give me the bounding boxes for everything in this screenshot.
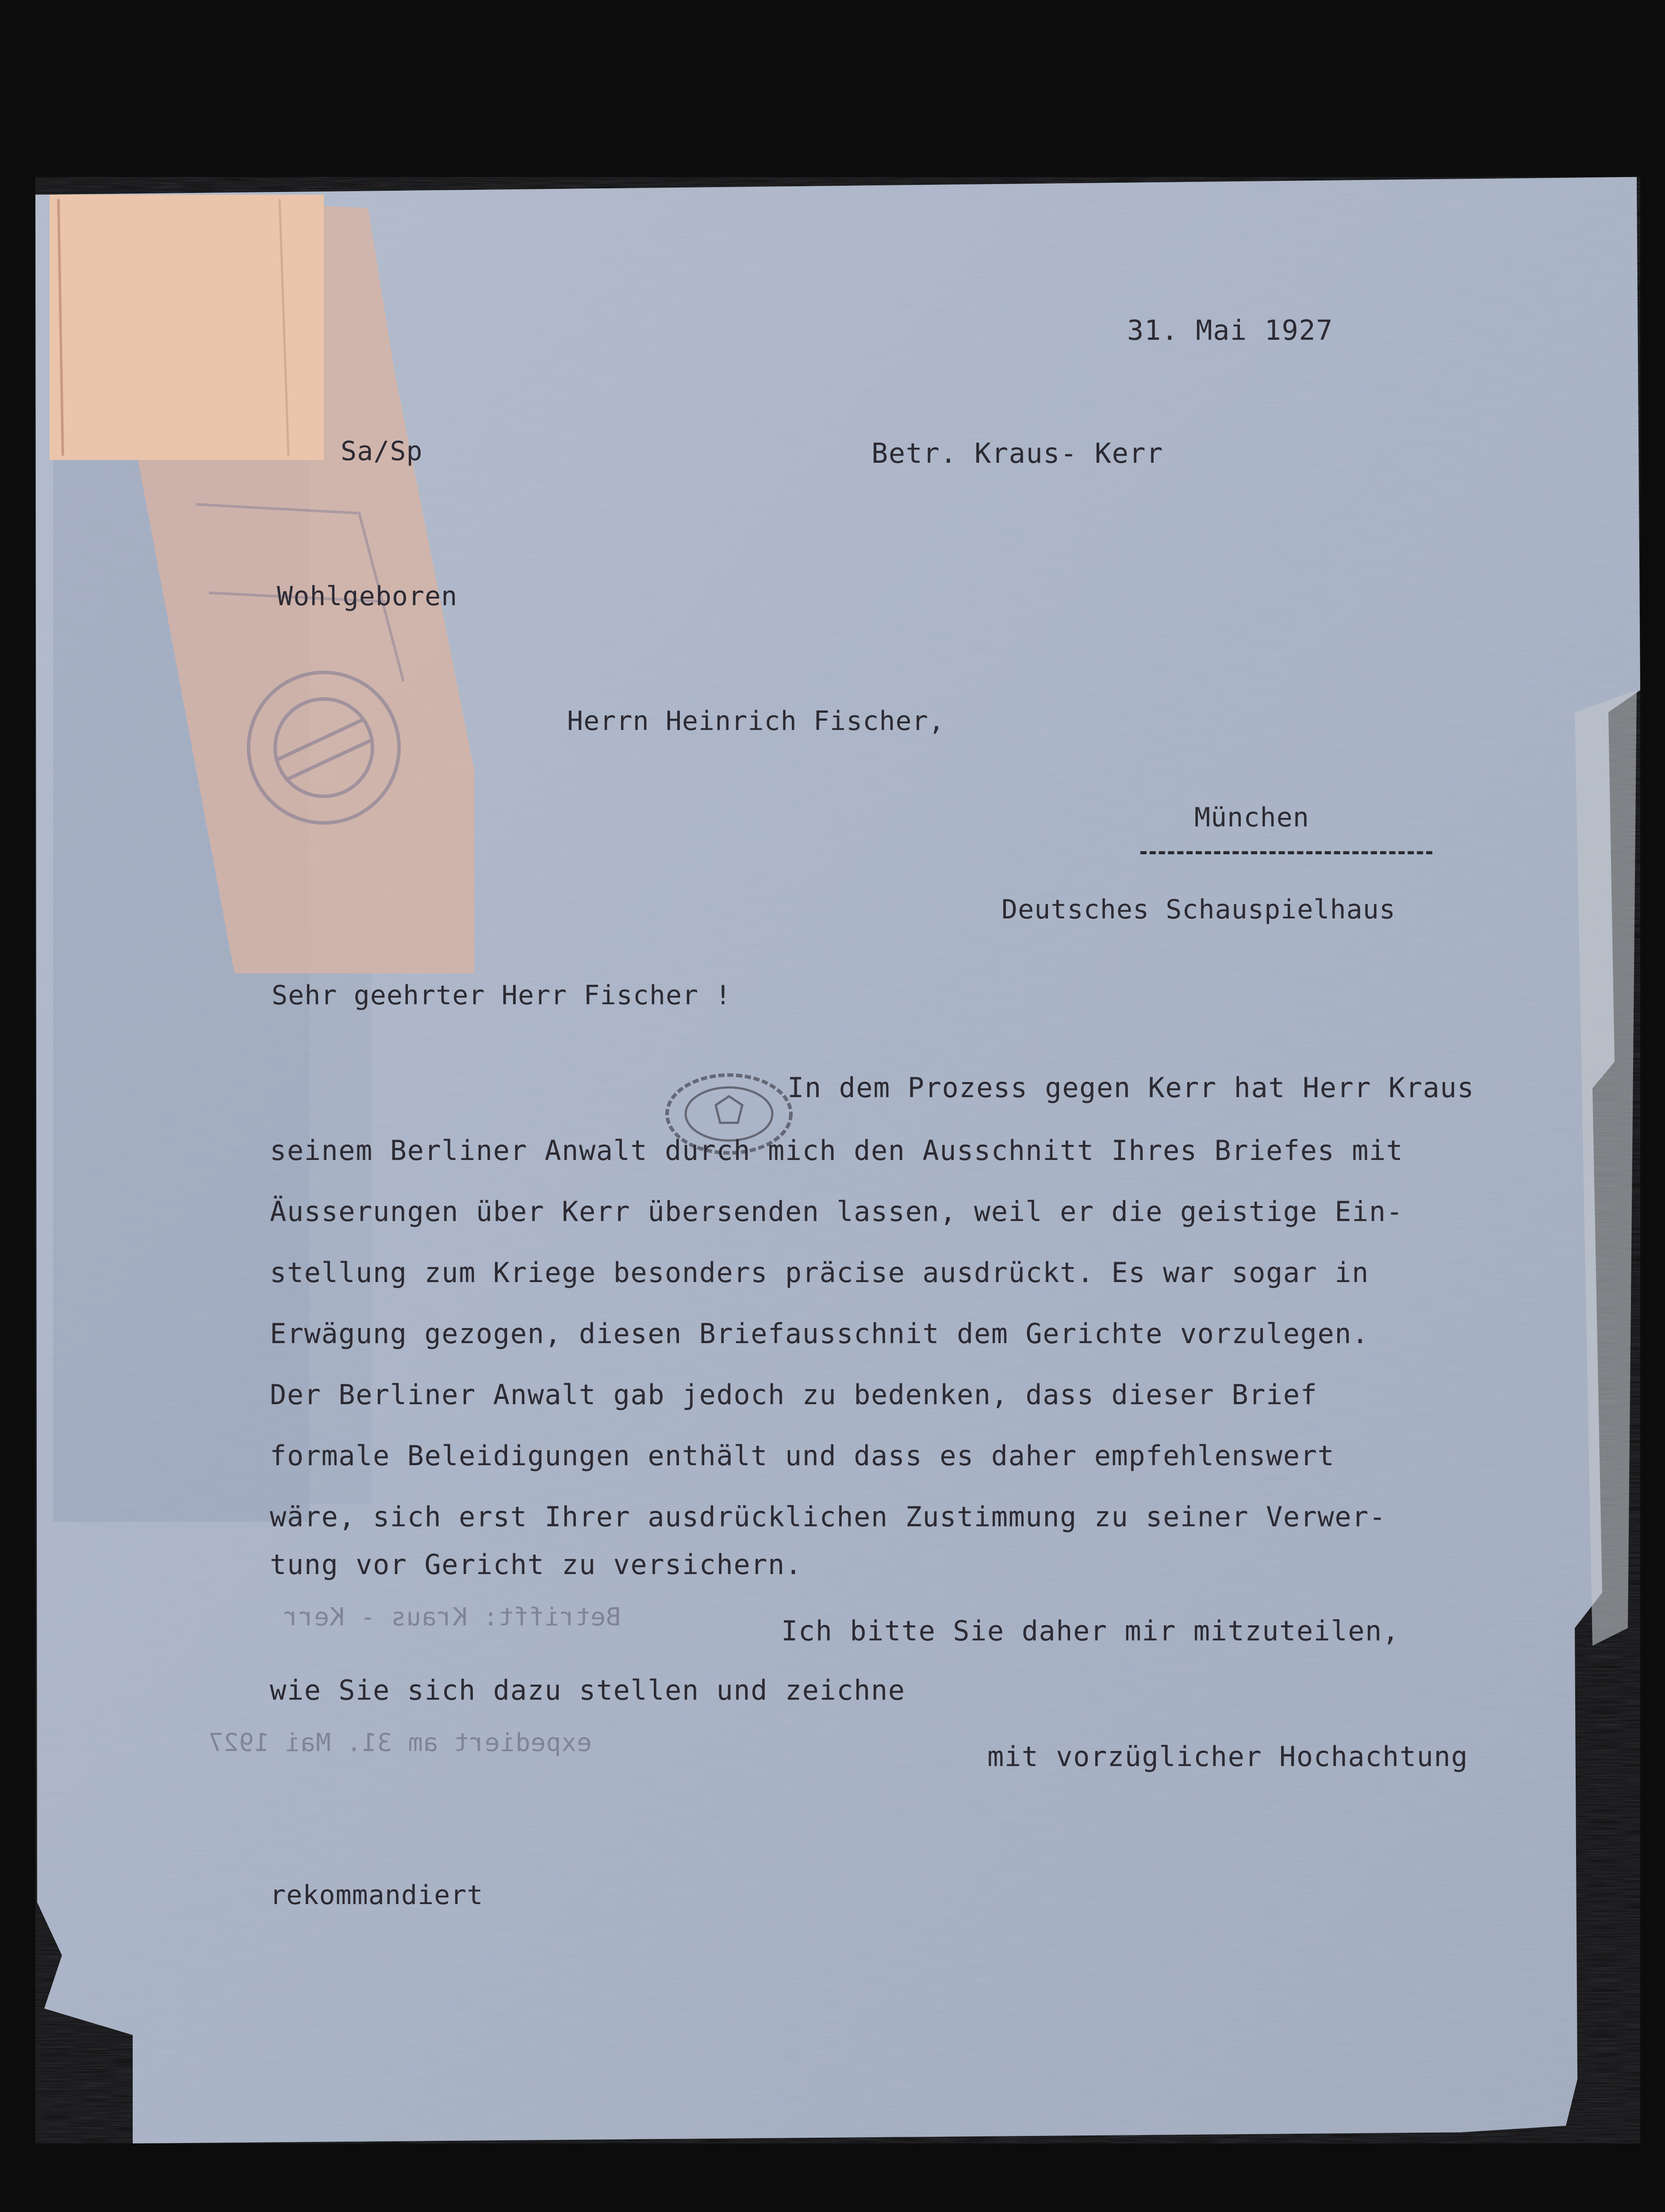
letter-date: 31. Mai 1927 <box>1127 314 1333 346</box>
request-line: Ich bitte Sie daher mir mitzuteilen, <box>781 1615 1400 1647</box>
body-line: formale Beleidigungen enthält und dass es daher empfehlenswert <box>270 1440 1335 1472</box>
body-line: seinem Berliner Anwalt durch mich den Ausschnitt Ihres Briefes mit <box>270 1134 1404 1167</box>
closing: mit vorzüglicher Hochachtung <box>987 1740 1469 1773</box>
body-line: Der Berliner Anwalt gab jedoch zu bedenken, dass dieser Brief <box>270 1379 1318 1411</box>
faint-stamp-subject: Betrifft: Kraus - Kerr <box>283 1603 621 1632</box>
body-line: Erwägung gezogen, diesen Briefausschnit dem Gerichte vorzulegen. <box>270 1317 1369 1350</box>
body-line: In dem Prozess gegen Kerr hat Herr Kraus <box>787 1071 1475 1104</box>
request-line: wie Sie sich dazu stellen und zeichne <box>270 1674 905 1706</box>
recipient-name: Herrn Heinrich Fischer, <box>567 706 945 737</box>
body-line: wäre, sich erst Ihrer ausdrücklichen Zustimmung zu seiner Verwer- <box>270 1501 1386 1533</box>
body-line: tung vor Gericht zu versichern. <box>270 1548 802 1581</box>
recipient-city: München <box>1194 802 1309 833</box>
honorific: Wohlgeboren <box>277 581 458 612</box>
body-line: Äusserungen über Kerr übersenden lassen, weil er die geistige Ein- <box>270 1195 1404 1228</box>
recipient-institution: Deutsches Schauspielhaus <box>1001 894 1396 925</box>
body-line: stellung zum Kriege besonders präcise ausdrückt. Es war sogar in <box>270 1256 1369 1289</box>
faint-stamp-sent: expediert am 31. Mai 1927 <box>208 1728 592 1757</box>
letter-subject: Betr. Kraus- Kerr <box>871 437 1164 469</box>
greeting: Sehr geehrter Herr Fischer ! <box>272 980 732 1011</box>
reference-code: Sa/Sp <box>341 436 423 467</box>
city-underline <box>1140 851 1432 854</box>
delivery-note: rekommandiert <box>270 1880 483 1911</box>
